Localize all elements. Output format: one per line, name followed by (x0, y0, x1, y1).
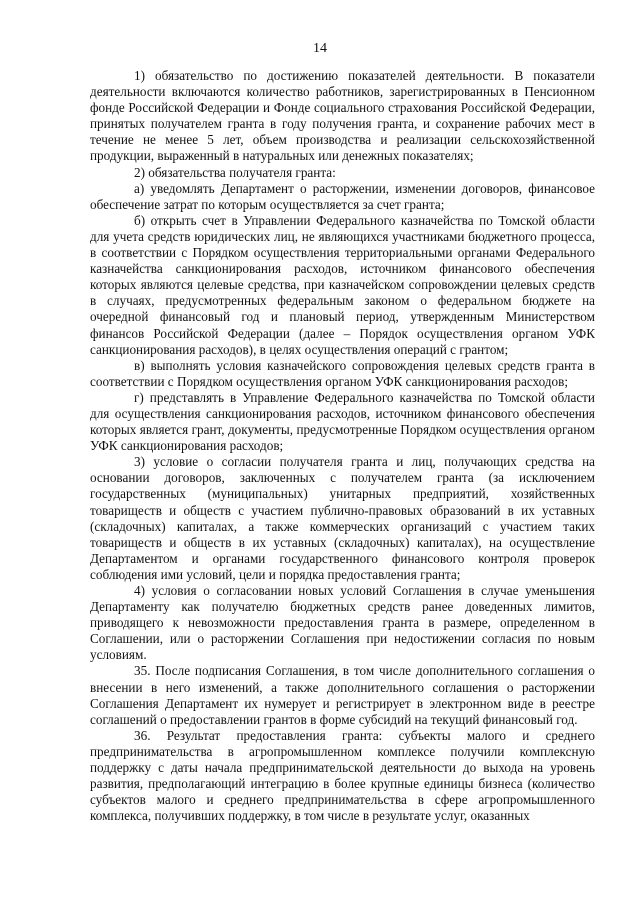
paragraph-clause-36: 36. Результат предоставления гранта: субъекты малого и среднего предпринимательства в агропромышленном комплексе получили комплексную поддержку с даты начала предпринимательской деятельности до выхода на уровень развития, предполагающий интеграцию в более крупные единицы бизнеса (количество субъектов малого и среднего предпринимательства в сфере агропромышленного комплекса, получивших поддержку, в том числе в результате услуг, оказанных (90, 727, 595, 824)
paragraph-submit-documents: г) представлять в Управление Федерального казначейства по Томской области для осуществления санкционирования расходов, источником финансового обеспечения которых является грант, документы, предусмотренные Порядком осуществления органом УФК санкционирования расходов; (90, 389, 595, 454)
paragraph-new-conditions: 4) условия о согласовании новых условий Соглашения в случае уменьшения Департаменту как получателю бюджетных средств ранее доведенных лимитов, приводящего к невозможности предоставления гранта в размере, определенном в Соглашении, или о расторжении Соглашения при недостижении согласия по новым условиям. (90, 583, 595, 663)
paragraph-open-account: б) открыть счет в Управлении Федерального казначейства по Томской области для учета средств юридических лиц, не являющихся участниками бюджетного процесса, в соответствии с Порядком осуществления территориальными органами Федерального казначейства санкционирования расходов, источником финансового обеспечения которых являются целевые средства, при казначейском сопровождении целевых средств в случаях, предусмотренных федеральным законом о федеральном бюджете на очередной финансовый год и плановый период, утвержденным Министерством финансов Российской Федерации (далее – Порядок осуществления органом УФК санкционирования расходов), в целях осуществления операций с грантом; (90, 212, 595, 357)
paragraph-consent-condition: 3) условие о согласии получателя гранта и лиц, получающих средства на основании договоров, заключенных с получателем гранта (за исключением государственных (муниципальных) унитарных предприятий, хозяйственных товариществ и обществ с участием публично-правовых образований в их уставных (складочных) капиталах, а также коммерческих организаций с участием таких товариществ и обществ в их уставных (складочных) капиталах), на осуществление Департаментом и органами государственного финансового контроля проверок соблюдения ими условий, цели и порядка предоставления гранта; (90, 454, 595, 582)
paragraph-notify-department: а) уведомлять Департамент о расторжении, изменении договоров, финансовое обеспечение затрат по которым осуществляется за счет гранта; (90, 180, 595, 212)
document-body (90, 68, 595, 824)
paragraph-obligation-indicators: 1) обязательство по достижению показателей деятельности. В показатели деятельности включаются количество работников, зарегистрированных в Пенсионном фонде Российской Федерации и Фонде социального страхования Российской Федерации, принятых получателем гранта в году получения гранта, и сохранение рабочих мест в течение не менее 5 лет, объем производства и реализации сельскохозяйственной продукции, выраженный в натуральных или денежных показателях; (90, 68, 595, 164)
paragraph-clause-35: 35. После подписания Соглашения, в том числе дополнительного соглашения о внесении в него изменений, а также дополнительного соглашения о расторжении Соглашения Департамент их нумерует и регистрирует в электронном виде в реестре соглашений о предоставлении грантов в форме субсидий на текущий финансовый год. (90, 663, 595, 727)
paragraph-treasury-conditions: в) выполнять условия казначейского сопровождения целевых средств гранта в соответствии с Порядком осуществления органом УФК санкционирования расходов; (90, 357, 595, 389)
page-number: 14 (313, 41, 327, 56)
paragraph-recipient-obligations: 2) обязательства получателя гранта: (134, 164, 336, 180)
